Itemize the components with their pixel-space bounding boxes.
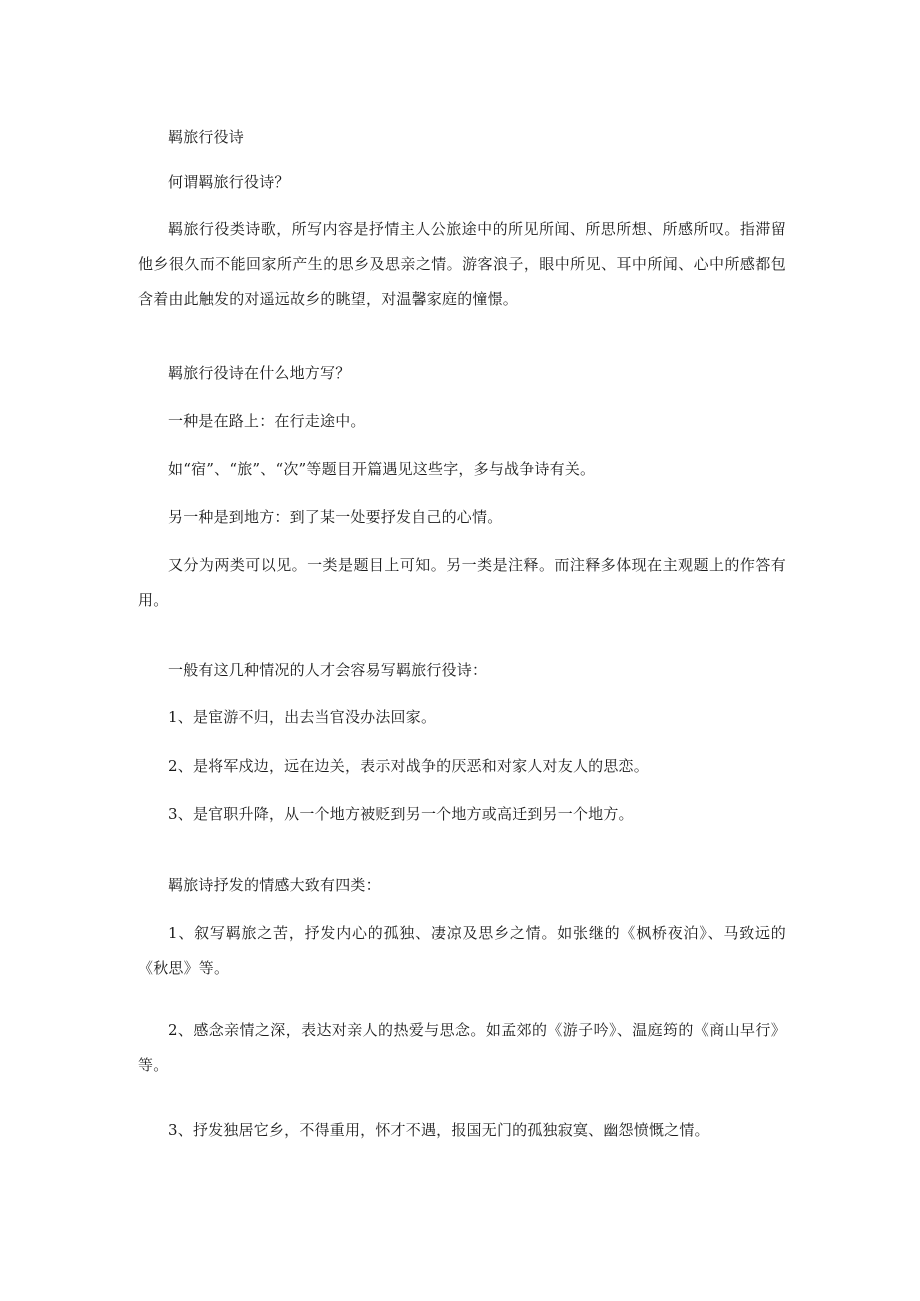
list-item-situation-1: 1、是宦游不归，出去当官没办法回家。 [168, 708, 437, 726]
list-item-situation-2: 2、是将军戍边，远在边关，表示对战争的厌恶和对家人对友人的思恋。 [168, 757, 649, 775]
paragraph-question-what: 何谓羁旅行役诗？ [168, 173, 290, 191]
paragraph-emotions-intro: 羁旅诗抒发的情感大致有四类： [168, 876, 381, 894]
paragraph-question-where: 羁旅行役诗在什么地方写？ [168, 364, 351, 382]
document-page [138, 0, 786, 1301]
list-item-emotion-2: 2、感念亲情之深，表达对亲人的热爱与思念。如孟郊的《游子吟》、温庭筠的《商山早行》等。 [138, 1021, 786, 1074]
document-title: 羁旅行役诗 [168, 128, 245, 146]
paragraph-title-characters: 如“宿”、“旅”、“次”等题目开篇遇见这些字，多与战争诗有关。 [168, 460, 596, 478]
paragraph-at-destination: 另一种是到地方：到了某一处要抒发自己的心情。 [168, 508, 503, 526]
list-item-emotion-1: 1、叙写羁旅之苦，抒发内心的孤独、凄凉及思乡之情。如张继的《枫桥夜泊》、马致远的《秋思》等。 [138, 924, 786, 977]
paragraph-situations-intro: 一般有这几种情况的人才会容易写羁旅行役诗： [168, 661, 488, 679]
paragraph-two-types: 又分为两类可以见。一类是题目上可知。另一类是注释。而注释多体现在主观题上的作答有用。 [138, 556, 786, 609]
paragraph-on-the-road: 一种是在路上：在行走途中。 [168, 412, 366, 430]
paragraph-definition: 羁旅行役类诗歌，所写内容是抒情主人公旅途中的所见所闻、所思所想、所感所叹。指滞留他乡很久而不能回家所产生的思乡及思亲之情。游客浪子，眼中所见、耳中所闻、心中所感都包含着由此触发的对遥远故乡的眺望，对温馨家庭的憧憬。 [138, 220, 786, 308]
list-item-situation-3: 3、是官职升降，从一个地方被贬到另一个地方或高迁到另一个地方。 [168, 805, 634, 823]
list-item-emotion-3: 3、抒发独居它乡，不得重用，怀才不遇，报国无门的孤独寂寞、幽怨愤慨之情。 [168, 1121, 710, 1139]
